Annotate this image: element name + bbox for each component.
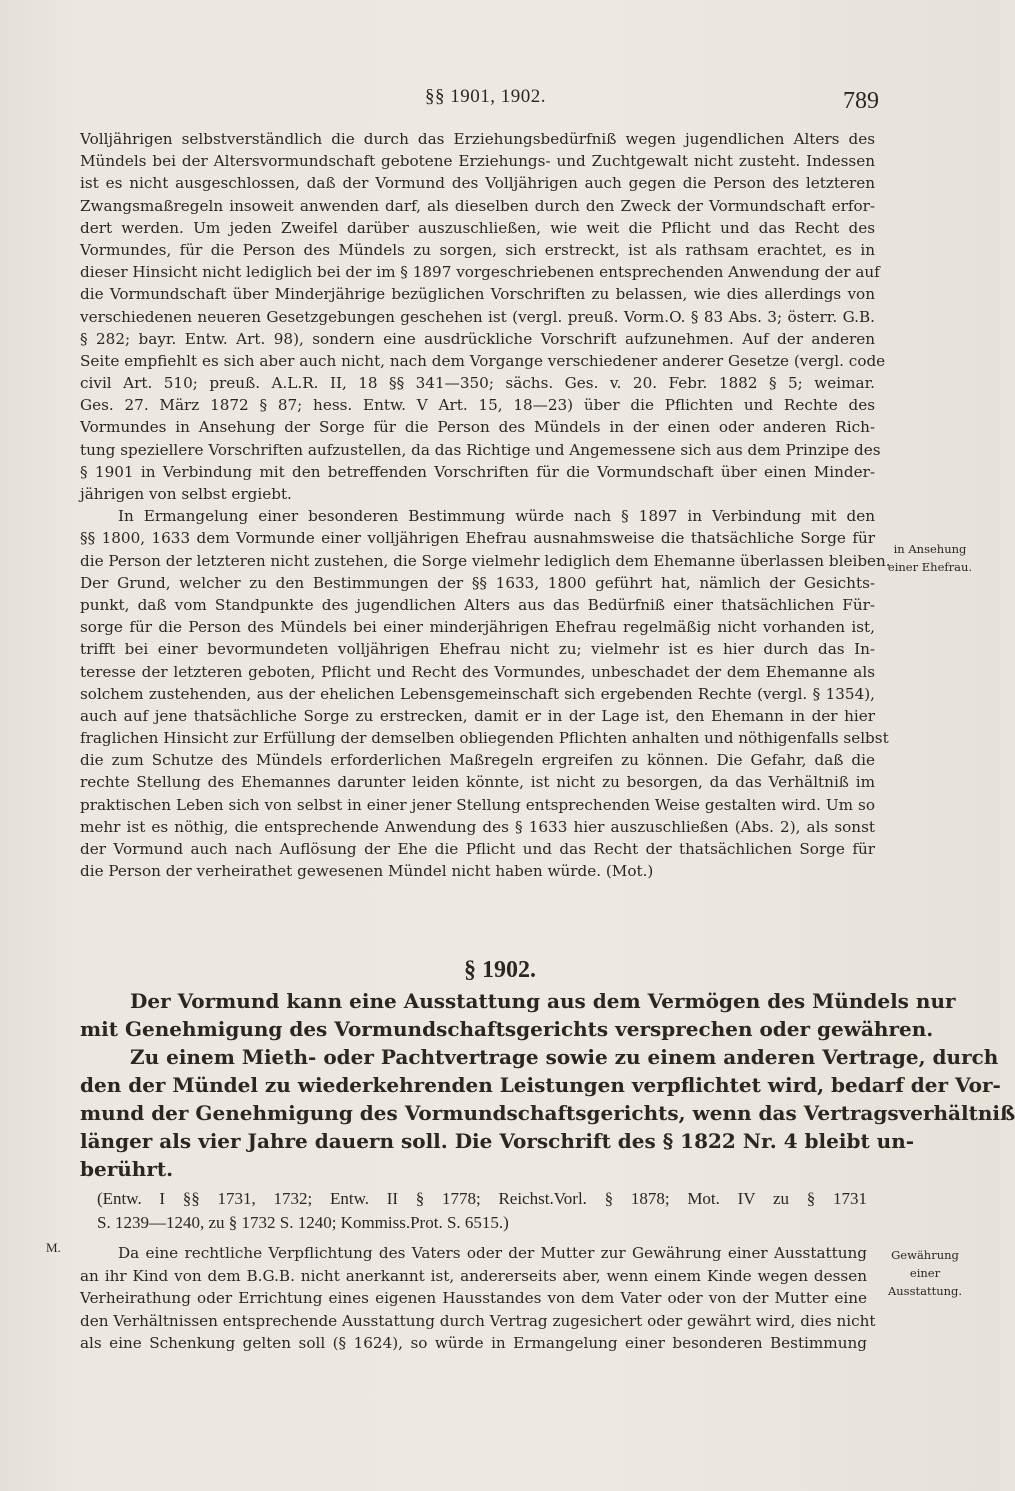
- page-number: 789: [843, 88, 879, 114]
- text-line: § 1901 in Verbindung mit den betreffenden Vorschriften für die Vormundschaft über einen Minder-: [80, 462, 875, 481]
- text-line: Da eine rechtliche Verpflichtung des Vaters oder der Mutter zur Gewährung einer Ausstattung: [118, 1244, 867, 1262]
- statute-line: mund der Genehmigung des Vormundschaftsgerichts, wenn das Vertragsverhältniß: [80, 1101, 1015, 1125]
- text-line: § 282; bayr. Entw. Art. 98), sondern eine ausdrückliche Vorschrift aufzunehmen. Auf der anderen: [80, 329, 875, 348]
- text-line: ist es nicht ausgeschlossen, daß der Vormund des Volljährigen auch gegen die Person des letzteren: [80, 174, 875, 193]
- statute-line: den der Mündel zu wiederkehrenden Leistungen verpflichtet wird, bedarf der Vor-: [80, 1073, 1001, 1097]
- text-line: dieser Hinsicht nicht lediglich bei der im § 1897 vorgeschriebenen entsprechenden Anwendung der auf: [80, 263, 880, 282]
- statute-line: berührt.: [80, 1157, 174, 1181]
- legislative-references: [97, 1187, 867, 1235]
- text-line: Vormundes, für die Person des Mündels zu sorgen, sich erstreckt, ist als rathsam erachtet, es in: [80, 240, 875, 259]
- text-line: Volljährigen selbstverständlich die durch das Erziehungsbedürfniß wegen jugendlichen Alters des: [80, 130, 875, 148]
- margin-note-line: Gewährung: [891, 1248, 959, 1262]
- text-line: civil Art. 510; preuß. A.L.R. II, 18 §§ 341—350; sächs. Ges. v. 20. Febr. 1882 § 5; weimar.: [80, 374, 875, 393]
- text-line: solchem zustehenden, aus der ehelichen Lebensgemeinschaft sich ergebenden Rechte (vergl. § 1354),: [80, 684, 875, 703]
- statute-line: Zu einem Mieth- oder Pachtvertrage sowie zu einem anderen Vertrage, durch: [130, 1045, 999, 1069]
- text-line: als eine Schenkung gelten soll (§ 1624), so würde in Ermangelung einer besonderen Bestimmung: [80, 1334, 867, 1353]
- text-line: die Person der verheirathet gewesenen Mündel nicht haben würde. (Mot.): [80, 862, 654, 881]
- text-line: der Vormund auch nach Auflösung der Ehe die Pflicht und das Recht der thatsächlichen Sorge für: [80, 840, 875, 858]
- section-heading: § 1902.: [464, 957, 536, 983]
- text-line: an ihr Kind von dem B.G.B. nicht anerkannt ist, andererseits aber, wenn einem Kinde wegen dessen: [80, 1266, 867, 1285]
- text-line: §§ 1800, 1633 dem Vormunde einer volljährigen Ehefrau ausnahmsweise die thatsächliche Sorge für: [80, 529, 875, 548]
- margin-note-line: in Ansehung: [893, 542, 967, 556]
- reference-line: (Entw. I §§ 1731, 1732; Entw. II § 1778; Reichst.Vorl. § 1878; Mot. IV zu § 1731: [97, 1189, 867, 1208]
- text-line: rechte Stellung des Ehemannes darunter leiden könnte, ist nicht zu besorgen, da das Verhältniß im: [80, 773, 875, 792]
- text-line: jährigen von selbst ergiebt.: [80, 485, 292, 503]
- text-line: die Person der letzteren nicht zustehen, die Sorge vielmehr lediglich dem Ehemanne überlassen bleiben.: [80, 551, 891, 570]
- text-line: mehr ist es nöthig, die entsprechende Anwendung des § 1633 hier auszuschließen (Abs. 2), als sonst: [80, 817, 875, 836]
- text-line: Der Grund, welcher zu den Bestimmungen der §§ 1633, 1800 geführt hat, nämlich der Gesichts-: [80, 573, 875, 592]
- text-line: verschiedenen neueren Gesetzgebungen geschehen ist (vergl. preuß. Vorm.O. § 83 Abs. 3; österr. G.B.: [80, 307, 875, 326]
- text-line: die zum Schutze des Mündels erforderlichen Maßregeln ergreifen zu können. Die Gefahr, daß die: [80, 751, 875, 770]
- running-head-sections: §§ 1901, 1902.: [425, 86, 546, 107]
- source-marker: M.: [46, 1240, 61, 1255]
- margin-note-ehefrau: [880, 540, 980, 576]
- text-line: fraglichen Hinsicht zur Erfüllung der demselben obliegenden Pflichten anhalten und nöthigenfalls selbst: [80, 729, 889, 748]
- text-line: die Vormundschaft über Minderjährige bezüglichen Vorschriften zu belassen, wie dies allerdings von: [80, 285, 875, 304]
- text-line: Mündels bei der Altersvormundschaft gebotene Erziehungs- und Zuchtgewalt nicht zusteht. Indessen: [80, 152, 875, 171]
- text-line: Ges. 27. März 1872 § 87; hess. Entw. V Art. 15, 18—23) über die Pflichten und Rechte des: [80, 396, 875, 415]
- statute-text: [80, 987, 1015, 1183]
- statute-line: mit Genehmigung des Vormundschaftsgerichts versprechen oder gewähren.: [80, 1017, 934, 1041]
- text-line: dert werden. Um jeden Zweifel darüber auszuschließen, wie weit die Pflicht und das Recht des: [80, 218, 875, 237]
- text-line: tung speziellere Vorschriften aufzustellen, da das Richtige und Angemessene sich aus dem Prinzipe des: [80, 440, 881, 459]
- margin-note-line: einer: [909, 1266, 941, 1280]
- margin-note-line: einer Ehefrau.: [887, 560, 973, 574]
- text-line: trifft bei einer bevormundeten volljährigen Ehefrau nicht zu; vielmehr ist es hier durch das In-: [80, 640, 875, 659]
- reference-line: S. 1239—1240, zu § 1732 S. 1240; Kommiss.Prot. S. 6515.): [97, 1213, 509, 1232]
- margin-note-line: Ausstattung.: [887, 1284, 963, 1298]
- statute-line: länger als vier Jahre dauern soll. Die Vorschrift des § 1822 Nr. 4 bleibt un-: [80, 1129, 915, 1153]
- margin-note-ausstattung: [875, 1246, 975, 1300]
- text-line: punkt, daß vom Standpunkte des jugendlichen Alters aus das Bedürfniß einer thatsächlichen Für-: [80, 595, 875, 614]
- text-line: In Ermangelung einer besonderen Bestimmung würde nach § 1897 in Verbindung mit den: [118, 507, 875, 526]
- motives-text: [80, 1242, 876, 1355]
- text-line: Seite empfiehlt es sich aber auch nicht, nach dem Vorgange verschiedener anderer Gesetze (vergl. code: [80, 351, 886, 370]
- text-line: Verheirathung oder Errichtung eines eigenen Hausstandes von dem Vater oder von der Mutter eine: [80, 1289, 867, 1308]
- page-header: [0, 86, 1000, 116]
- text-line: Zwangsmaßregeln insoweit anwenden darf, als dieselben durch den Zweck der Vormundschaft erfor-: [80, 196, 875, 215]
- text-line: auch auf jene thatsächliche Sorge zu erstrecken, damit er in der Lage ist, den Ehemann in der hier: [80, 706, 875, 725]
- statute-line: Der Vormund kann eine Ausstattung aus dem Vermögen des Mündels nur: [130, 989, 956, 1013]
- commentary-text: [80, 128, 891, 882]
- text-line: den Verhältnissen entsprechende Ausstattung durch Vertrag zugesichert oder gewährt wird, dies nicht: [80, 1311, 876, 1330]
- text-line: Vormundes in Ansehung der Sorge für die Person des Mündels in der einen oder anderen Rich-: [80, 418, 875, 437]
- text-line: praktischen Leben sich von selbst in einer jener Stellung entsprechenden Weise gestalten wird. Um so: [80, 795, 875, 814]
- text-line: sorge für die Person des Mündels bei einer minderjährigen Ehefrau regelmäßig nicht vorhanden ist,: [80, 618, 875, 637]
- text-line: teresse der letzteren geboten, Pflicht und Recht des Vormundes, unbeschadet der dem Ehemanne als: [80, 662, 875, 681]
